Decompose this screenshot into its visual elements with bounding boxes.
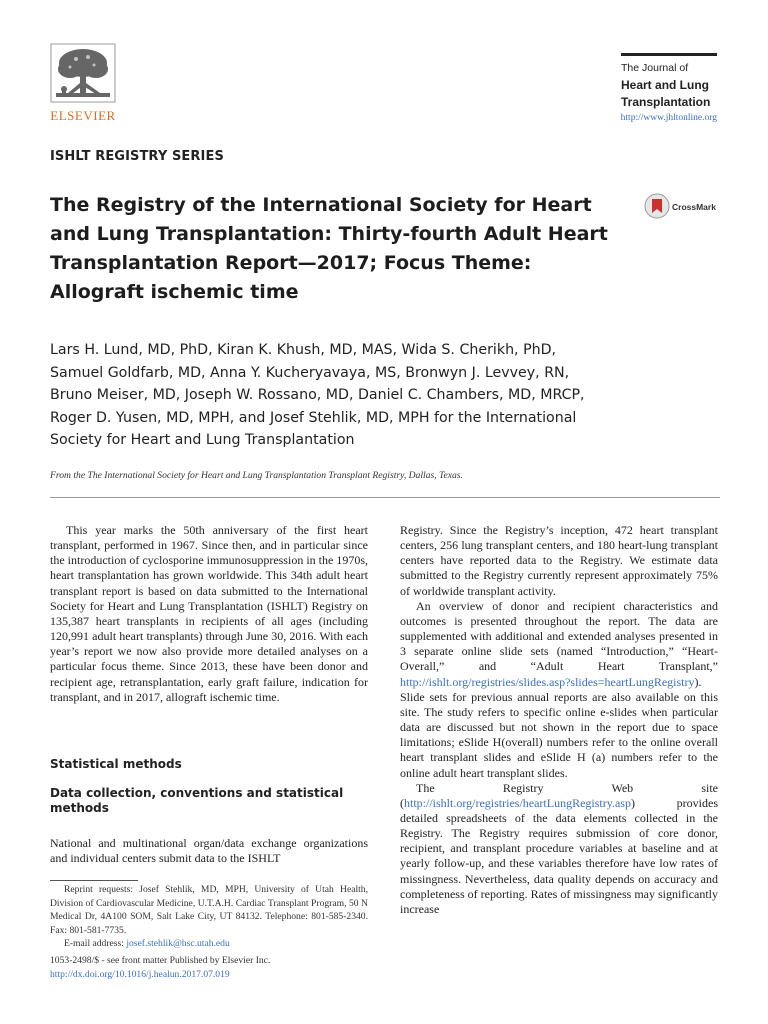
website-text-a: The Registry Web site (	[400, 780, 718, 810]
methods-paragraph: National and multinational organ/data exchange organizations and individual centers submit data to the ISHLT	[50, 836, 368, 866]
series-label: ISHLT REGISTRY SERIES	[50, 149, 224, 164]
crossmark-label: CrossMark	[672, 202, 716, 212]
affiliation: From the The International Society for Heart and Lung Transplantation Transplant Registry, Dallas, Texas.	[50, 470, 463, 481]
title-line: Allograft ischemic time	[50, 281, 299, 303]
email-line	[50, 937, 368, 951]
article-title	[50, 191, 630, 307]
title-line: and Lung Transplantation: Thirty-fourth Adult Heart	[50, 223, 608, 245]
elsevier-logo	[50, 43, 116, 124]
reprint-footnote	[50, 883, 368, 951]
title-line: The Registry of the International Society for Heart	[50, 194, 592, 216]
website-text-b: ) provides detailed spreadsheets of the data elements collected in the Registry. The Registry requires submission of core donor, recipient, and transplant procedure variables at baseline and at yearly follow-up, and these variables therefore have low rates of missingness. Nevertheless, data quality depends on accuracy and completeness of reporting. Rates of missingness may significantly increase	[400, 795, 718, 916]
author-line: Lars H. Lund, MD, PhD, Kiran K. Khush, MD, MAS, Wida S. Cherikh, PhD,	[50, 342, 557, 358]
overview-text-a: An overview of donor and recipient characteristics and outcomes is presented throughout the report. The data are supplemented with additional and extended analyses presented in 3 separate online slide sets (named “Introduction,” “Heart-Overall,” and “Adult Heart Transplant,”	[400, 598, 718, 674]
left-column	[50, 523, 368, 705]
section-heading: Statistical methods	[50, 757, 182, 771]
registry-paragraph: Registry. Since the Registry’s inception, 472 heart transplant centers, 256 lung transplant centers, and 180 heart-lung transplant centers have reported data to the Registry. We estimate data submitted to the Registry currently represent approximately 75% of worldwide transplant activity.	[400, 523, 718, 598]
author-line: Roger D. Yusen, MD, MPH, and Josef Stehlik, MD, MPH for the International	[50, 409, 577, 426]
overview-text-b: ). Slide sets for previous annual reports are also available on this site. The study refers to specific online e-slides when particular data are discussed but not shown in the report due to space limitations; eSlide H(overall) numbers refer to the online overall heart transplant slides and eSlide H (a) numbers refer to the online adult heart transplant slides.	[400, 674, 718, 780]
journal-url-link[interactable]: http://www.jhltonline.org	[620, 113, 717, 123]
right-column	[400, 523, 718, 917]
title-line: Transplantation Report—2017; Focus Theme:	[50, 252, 532, 274]
email-link[interactable]: josef.stehlik@hsc.utah.edu	[126, 938, 230, 949]
footnote-divider	[50, 880, 138, 881]
issn-line: 1053-2498/$ - see front matter Published by Elsevier Inc.	[50, 955, 271, 966]
issn-block	[50, 954, 368, 981]
overview-paragraph	[400, 599, 718, 781]
author-line: Bruno Meiser, MD, Joseph W. Rossano, MD, Daniel C. Chambers, MD, MRCP,	[50, 387, 585, 403]
author-line: Society for Heart and Lung Transplantation	[50, 432, 355, 448]
registry-web-link[interactable]: http://ishlt.org/registries/heartLungRegistry.asp	[404, 795, 631, 810]
journal-name-line1: The Journal of	[621, 62, 689, 74]
author-list	[50, 339, 700, 452]
crossmark-icon	[644, 193, 670, 221]
affiliation-divider	[50, 497, 720, 498]
email-label: E-mail address:	[64, 938, 127, 949]
website-paragraph	[400, 781, 718, 917]
doi-link[interactable]: http://dx.doi.org/10.1016/j.healun.2017.07.019	[50, 968, 230, 980]
slides-link[interactable]: http://ishlt.org/registries/slides.asp?slides=heartLungRegistry	[400, 674, 695, 689]
author-line: Samuel Goldfarb, MD, Anna Y. Kucheryavaya, MS, Bronwyn J. Levvey, RN,	[50, 364, 570, 381]
subsection-heading: Data collection, conventions and statistical methods	[50, 786, 344, 815]
journal-brand	[621, 53, 717, 111]
journal-name-line3: Transplantation	[621, 95, 711, 109]
crossmark-button[interactable]	[644, 193, 724, 223]
intro-paragraph: This year marks the 50th anniversary of the first heart transplant, performed in 1967. Since then, and in particular since the introduction of cyclosporine immunosuppression in the 1970s, heart transplantation has grown worldwide. This 34th adult heart transplant report is based on data submitted to the International Society for Heart and Lung Transplantation (ISHLT) Registry on 135,387 heart transplants in recipients of all ages (including 120,991 adult heart transplants) through June 30, 2016. With each year’s report we now also provide more detailed analyses on a particular focus theme. Since 2013, these have been donor and recipient age, retransplantation, early graft failure, indication for transplant, and in 2017, allograft ischemic time.	[50, 523, 368, 704]
elsevier-tree-icon	[50, 43, 116, 103]
reprint-requests: Reprint requests: Josef Stehlik, MD, MPH, University of Utah Health, Division of Cardiovascular Medicine, U.T.A.H. Cardiac Transplant Program, 50 N Medical Dr, 4A100 SOM, Salt Lake City, UT 84132. Telephone: 801-585-2340. Fax: 801-581-7735.	[50, 884, 368, 936]
journal-name-line2: Heart and Lung	[621, 78, 710, 92]
publisher-name: ELSEVIER	[50, 108, 116, 123]
